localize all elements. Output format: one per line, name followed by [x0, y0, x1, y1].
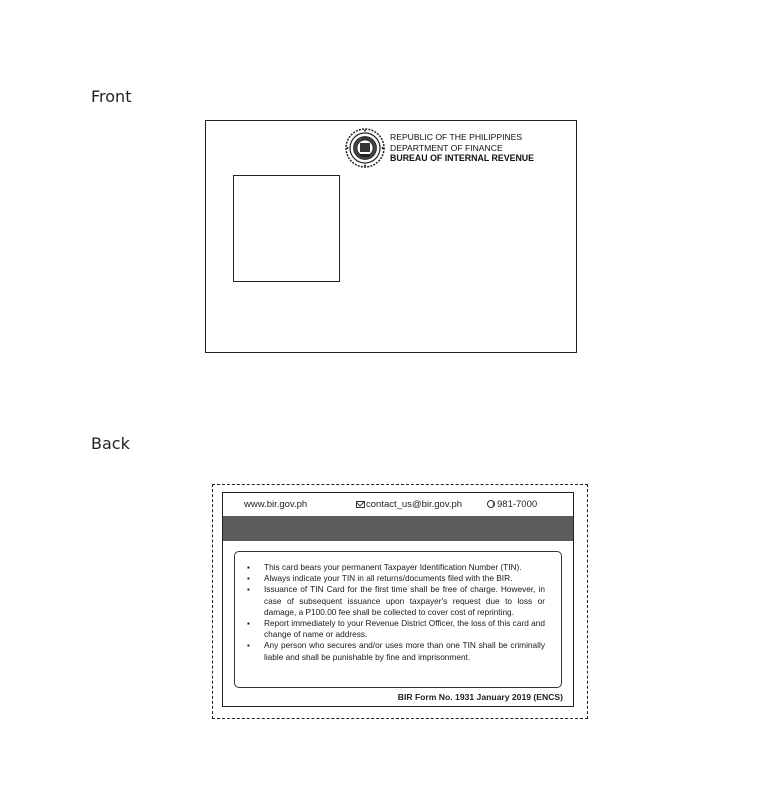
notice-box	[234, 551, 562, 688]
notice-item: ▪ This card bears your permanent Taxpayer Identification Number (TIN).	[247, 562, 545, 573]
gray-band	[223, 516, 573, 541]
bir-seal-icon	[345, 128, 385, 168]
notice-item: ▪ Any person who secures and/or uses more than one TIN shall be criminally liable and shall be punishable by fine and imprisonment.	[247, 640, 545, 662]
back-section-label: Back	[91, 434, 130, 453]
photo-placeholder	[233, 175, 340, 282]
website-text: www.bir.gov.ph	[244, 499, 308, 510]
header-department: DEPARTMENT OF FINANCE	[390, 142, 503, 153]
header-republic: REPUBLIC OF THE PHILIPPINES	[390, 132, 523, 142]
notice-item: ▪ Issuance of TIN Card for the first time shall be free of charge. However, in case of subsequent issuance upon taxpayer's request due to loss or damage, a P100.00 fee shall be collected to cover cost of reprinting.	[247, 584, 545, 618]
email-contact	[356, 499, 462, 510]
email-text: contact_us@bir.gov.ph	[366, 499, 463, 510]
phone-text: 981-7000	[497, 499, 538, 510]
notice-item: ▪ Always indicate your TIN in all returns/documents filed with the BIR.	[247, 573, 545, 584]
notice-list	[247, 562, 545, 663]
front-card	[205, 120, 577, 353]
notice-item: ▪ Report immediately to your Revenue District Officer, the loss of this card and change of name or address.	[247, 618, 545, 640]
agency-header	[390, 132, 534, 164]
phone-icon	[487, 500, 495, 508]
envelope-icon	[356, 501, 365, 508]
front-section-label: Front	[91, 87, 132, 106]
form-number: BIR Form No. 1931 January 2019 (ENCS)	[397, 692, 563, 702]
header-bureau: BUREAU OF INTERNAL REVENUE	[390, 153, 535, 163]
back-card	[222, 492, 574, 707]
phone-contact	[487, 499, 537, 510]
